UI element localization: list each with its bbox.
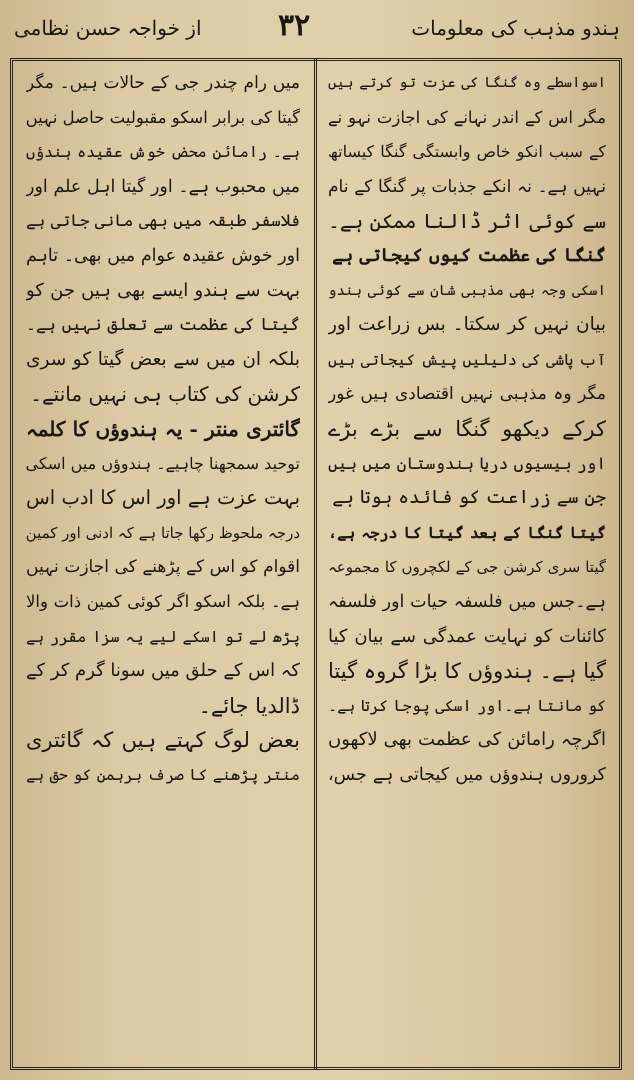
text-line: ڈالدیا جائے۔ bbox=[198, 693, 300, 718]
text-line: گیتا سری کرشن جی کے لکچروں کا مجموعہ bbox=[328, 558, 606, 577]
header-author: از خواجہ حسن نظامی bbox=[14, 16, 202, 40]
text-line: کرشن کی کتاب ہی نہیں مانتے۔ bbox=[30, 382, 300, 407]
text-line: آب پاشی کی دلیلیں پیش کیجاتی ہیں bbox=[328, 350, 606, 369]
page-header bbox=[0, 0, 634, 58]
text-line: منتر پڑھنے کا صرف برہمن کو حق ہے bbox=[26, 765, 300, 784]
text-line: اسواسطے وہ گنگا کی عزت تو کرتے ہیں bbox=[328, 75, 606, 91]
text-line: اور بیسیوں دریا ہندوستان میں ہیں bbox=[328, 453, 606, 473]
text-line: کہ اس کے حلق میں سونا گرم کر کے bbox=[26, 660, 300, 682]
text-line: گیتا کی برابر اسکو مقبولیت حاصل نہیں bbox=[26, 107, 300, 127]
text-line: اسکی وجہ بھی مذہبی شان سے کوئی ہندو bbox=[328, 282, 606, 299]
page-number: ۳۲ bbox=[278, 8, 311, 43]
text-line: اگرچہ رامائن کی عظمت بھی لاکھوں bbox=[328, 729, 606, 751]
text-line: گیا ہے۔ ہندوؤں کا بڑا گروہ گیتا bbox=[328, 659, 606, 684]
text-line: سے کوئی اثر ڈالنا ممکن ہے۔ bbox=[328, 209, 606, 234]
text-line: میں محبوب ہے۔ اور گیتا اہل علم اور bbox=[26, 176, 300, 197]
column-divider bbox=[314, 58, 317, 1070]
left-column bbox=[20, 66, 308, 792]
text-line: کروروں ہندوؤں میں کیجاتی ہے جس، bbox=[328, 764, 606, 785]
text-line: کائنات کو نہایت عمدگی سے بیان کیا bbox=[328, 625, 606, 647]
text-line: کو مانتا ہے۔اور اسکی پوجا کرتا ہے۔ bbox=[328, 696, 606, 715]
text-line: توحید سمجھنا چاہیے۔ ہندوؤں میں اسکی bbox=[26, 453, 300, 473]
text-line: ہے۔ رامائن محض خوش عقیدہ ہندؤں bbox=[26, 143, 300, 162]
header-book-title: ہندو مذہب کی معلومات bbox=[411, 16, 620, 40]
text-line: ہے۔جس میں فلسفہ حیات اور فلسفہ bbox=[328, 591, 606, 612]
section-heading: گنگا کی عظمت کیوں کیجاتی ہے bbox=[332, 244, 606, 266]
text-line: کرکے دیکھو گنگا سے بڑے بڑے bbox=[328, 416, 606, 441]
section-heading: گائتری منتر - یہ ہندوؤں کا کلمہ bbox=[26, 416, 300, 441]
text-line: نہیں ہے۔ نہ انکے جذبات پر گنگا کے نام bbox=[328, 176, 606, 197]
text-line: اقوام کو اس کے پڑھنے کی اجازت نہیں bbox=[26, 557, 300, 578]
text-line: پڑھ لے تو اسکے لیے یہ سزا مقرر ہے bbox=[26, 627, 300, 646]
text-line: بہت سے ہندو ایسے بھی ہیں جن کو bbox=[26, 279, 300, 301]
text-line: مگر وہ مذہبی نہیں اقتصادی ہیں غور bbox=[328, 384, 606, 405]
text-line: کے سبب انکو خاص وابستگی گنگا کیساتھ bbox=[328, 142, 606, 162]
right-column bbox=[322, 66, 614, 792]
text-line: اور خوش عقیدہ عوام میں بھی۔ تاہم bbox=[26, 245, 300, 266]
text-line: بعض لوگ کہتے ہیں کہ گائتری bbox=[26, 728, 300, 753]
text-line: درجہ ملحوظ رکھا جاتا ہے کہ ادنی اور کمین bbox=[26, 523, 300, 542]
section-heading: گیتا گنگا کے بعد گیتا کا درجہ ہے، bbox=[328, 522, 606, 542]
text-line: گیتا کی عظمت سے تعلق نہیں ہے۔ bbox=[26, 315, 300, 336]
text-line: بہت عزت ہے اور اس کا ادب اس bbox=[26, 486, 300, 510]
text-line: جن سے زراعت کو فائدہ ہوتا ہے bbox=[332, 487, 606, 509]
text-line: میں رام چندر جی کے حالات ہیں۔ مگر bbox=[26, 73, 300, 93]
text-line: مگر اس کے اندر نہانے کی اجازت نہو نے bbox=[328, 107, 606, 127]
text-line: بیان نہیں کر سکتا۔ بس زراعت اور bbox=[328, 314, 606, 336]
text-line: بلکہ ان میں سے بعض گیتا کو سری bbox=[26, 348, 300, 370]
text-line: فلاسفر طبقہ میں بھی مانی جاتی ہے bbox=[26, 211, 300, 231]
text-line: ہے۔ بلکہ اسکو اگر کوئی کمین ذات والا bbox=[26, 591, 300, 611]
